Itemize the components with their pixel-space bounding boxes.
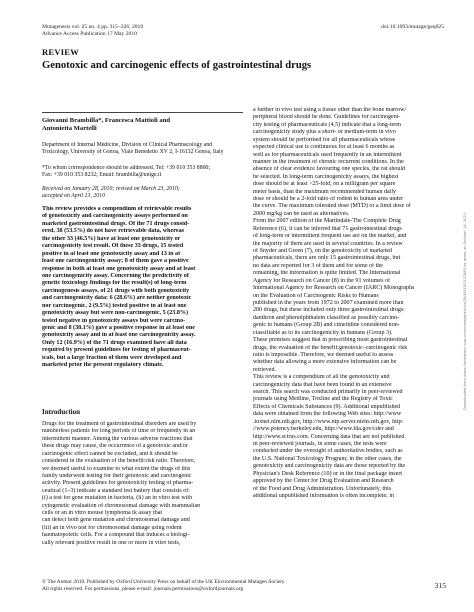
body-line: From the 2007 edition of the Martindale-The Complete Drug xyxy=(253,218,401,225)
download-watermark: Downloaded from https://academic.oup.com/mutage/article/25/4/315/1127463 by guest on October 14, 2021 xyxy=(463,212,467,410)
body-line: .toxnet.nlm.nih.gov, http://www.ntp.server.niehs.nih.gov, http: xyxy=(253,418,404,425)
body-line: Effects of Chemicals Substances (9). Additional unpublished xyxy=(253,403,401,410)
abstract-line: This review provides a compendium of retrievable results xyxy=(42,206,192,212)
article-title: Genotoxic and carcinogenic effects of gastrointestinal drugs xyxy=(42,60,312,71)
abstract-line: the other 33 (46.5%) have at least one genotoxicity or xyxy=(42,235,181,242)
body-line: retrieved. xyxy=(253,366,276,373)
doi-header xyxy=(381,24,444,31)
body-line: http://www.scirus.com. Concerning data that are not published xyxy=(253,433,405,440)
intro-line: these drugs may cause, the occurrence of a genotoxic and/or xyxy=(42,443,188,450)
body-line: ratio is impossible. Therefore, we deemed useful to assess xyxy=(253,351,394,358)
body-line: of Snyder and Green (7), on the genotoxicity of marketed xyxy=(253,248,393,255)
dates-line: accepted on April 13, 2010 xyxy=(42,193,105,199)
intro-line: cells or an in vitro mouse lymphoma tk assay that xyxy=(42,510,163,517)
dates-line: Received on January 28, 2010; revised on March 23, 2010; xyxy=(42,186,180,192)
copyright-line: © The Author 2010. Published by Oxford University Press on behalf of the UK Environmental Mutagen Society. xyxy=(42,579,286,585)
body-line: absence of clear evidence favouring one species, the rat should xyxy=(253,166,406,173)
body-line: classifiable as to its carcinogenicity in humans (Group 3). xyxy=(253,329,393,336)
right-column-body xyxy=(253,107,458,500)
body-line: 200 drugs, but these included only three gastrointestinal drugs: xyxy=(253,307,405,314)
body-line: This review is a compendium of all the genotoxicity and xyxy=(253,374,390,381)
intro-line: considered in the evaluation of the benefit:risk ratio. Therefore, xyxy=(42,458,196,465)
affiliation xyxy=(42,142,243,156)
doi-text[interactable]: doi:10.1093/mutage/geq025 xyxy=(381,24,444,30)
body-line: peripheral blood should be done. Guidelines for carcinogeni- xyxy=(253,114,401,121)
author-list xyxy=(42,117,243,132)
intro-line: haematopoietic cells. For a compound that induces a biologi- xyxy=(42,532,190,539)
body-line: pharmaceuticals, there are only 15 gastrointestinal drugs, but xyxy=(253,255,401,262)
body-line: the U.S. National Toxicology Program; in the other cases, the xyxy=(253,455,402,462)
body-line: dose should be at least >25-fold, on a milligram per square xyxy=(253,181,396,188)
intro-line: (i) a test for gene mutation in bacteria, (ii) an in vitro test with xyxy=(42,495,193,502)
body-line: approved by the Center for Drug Evaluation and Research xyxy=(253,478,394,485)
body-line: International Agency for Research on Cancer (IARC) Monographs xyxy=(253,285,415,292)
abstract-line: least one carcinogenicity assay; 8 of them gave a positive xyxy=(42,258,189,265)
page-number: 315 xyxy=(434,581,446,590)
body-line: on the Evaluation of Carcinogenic Risks to Humans xyxy=(253,292,379,299)
abstract-line: response in both at least one genotoxicity assay and at least xyxy=(42,265,196,272)
abstract-line: genotoxicity assay but were non-carcinogenic, 5 (23.8%) xyxy=(42,310,189,317)
intro-line: numberless patients for long periods of time or frequently in an xyxy=(42,428,196,435)
body-line: system should be performed for all pharmaceuticals whose xyxy=(253,136,396,143)
abstract-line: nor carcinogenic, 2 (9.5%) tested positive in at least one xyxy=(42,302,187,309)
abstract-line: icals, but a large fraction of them were developed and xyxy=(42,354,182,361)
divider xyxy=(42,112,243,113)
author-line: Giovanni Brambilla*, Francesca Mattioli and xyxy=(42,117,171,124)
body-line: additional unpublished information is often incomplete; in xyxy=(253,492,395,499)
body-line: drugs, the evaluation of the benefit:genotoxic–carcinogenic risk xyxy=(253,344,408,351)
body-line: search. This search was conducted primarily in peer-reviewed xyxy=(253,389,403,396)
introduction-body xyxy=(42,421,243,547)
body-line: genic to humans (Group 2B) and cimetidine considered non- xyxy=(253,322,400,329)
correspondence-line: *To whom correspondence should be addressed. Tel: +39 010 353 8800; xyxy=(42,165,211,171)
abstract-line: required by present guidelines for testing of pharmaceut- xyxy=(42,347,191,354)
body-line: Agency for Research on Cancer (8) in the 91 volumes of xyxy=(253,277,391,284)
body-line: Physician's Desk Reference (10) or in the final package insert xyxy=(253,470,403,477)
abstract-line: genotoxicity assay and in at least one carcinogenicity assay. xyxy=(42,332,196,339)
intro-line: intermittent manner. Among the various adverse reactions that xyxy=(42,435,193,442)
abstract xyxy=(42,206,243,370)
body-line: meter basis, than the maximum recommended human daily xyxy=(253,188,397,195)
abstract-line: marketed gastrointestinal drugs. Of the 71 drugs consid- xyxy=(42,220,190,227)
body-line: carcinogenicity study plus a short- or medium-term in vivo xyxy=(253,129,396,136)
abstract-line: carcinogenicity test result. Of these 33 drugs, 15 tested xyxy=(42,243,184,250)
body-line: the curve. The maximum tolerated dose (MTD) or a limit dose of xyxy=(253,203,411,210)
body-line: Reference (6), it can be inferred that 71 gastrointestinal drugs xyxy=(253,225,402,232)
body-line: manner in the treatment of chronic recurrent conditions. In the xyxy=(253,158,404,165)
affiliation-line: Department of Internal Medicine, Division of Clinical Pharmacology and xyxy=(42,142,213,148)
abstract-line: genic and 8 (38.1%) gave a positive response in at least one xyxy=(42,325,195,331)
intro-line: family underwent testing for their genotoxic and carcinogenic xyxy=(42,472,192,479)
body-line: of the Food and Drug Administration. Unfortunately, this xyxy=(253,485,392,492)
introduction-heading: Introduction xyxy=(42,408,80,416)
correspondence-line[interactable]: Fax: +39 010 353 8232; Email: brambilla@unige.it xyxy=(42,172,162,178)
body-line: carcinogenicity data that have been found in an extensive xyxy=(253,381,392,388)
body-line: genotoxicity and carcinogenicity data are those reported by the xyxy=(253,463,406,470)
section-label: REVIEW xyxy=(42,47,80,57)
body-line: city testing of pharmaceuticals (4,5) indicate that a long-term xyxy=(253,121,401,128)
advance-access-line: Advance Access Publication 17 May 2010 xyxy=(42,30,137,37)
body-line: 2000 mg/kg can be used as alternatives. xyxy=(253,210,350,217)
intro-line: Drugs for the treatment of gastrointestinal disorders are used by xyxy=(42,421,197,427)
body-line: These premises suggest that in prescribing most gastrointestinal xyxy=(253,337,408,344)
author-line: Antonietta Martelli xyxy=(42,124,97,132)
intro-line: activity. Present guidelines for genotoxicity testing of pharma- xyxy=(42,480,194,487)
intro-line: (iii) an in vivo test for chromosomal damage using rodent xyxy=(42,524,182,531)
body-line: danthron and phenolphthalein classified as possibly carcino- xyxy=(253,314,400,321)
body-line: expected clinical use is continuous for at least 6 months as xyxy=(253,144,395,151)
abstract-line: tested negative in genotoxicity assays but were carcino- xyxy=(42,317,186,324)
abstract-line: Only 12 (16.9%) of the 71 drugs examined have all data xyxy=(42,339,187,346)
body-line: published in the years from 1972 to 2007 examined more than xyxy=(253,299,404,306)
body-line: well as for pharmaceuticals used frequently in an intermittent xyxy=(253,151,402,158)
submission-dates xyxy=(42,186,243,200)
abstract-line: of genotoxicity and carcinogenicity assays performed on xyxy=(42,213,188,220)
intro-line: ceutical (1–3) indicate a standard test battery that consists of: xyxy=(42,487,190,494)
body-line: data were obtained from the following Web sites: http://www xyxy=(253,411,402,418)
body-line: journals using Medline, Toxline and the Registry of Toxic xyxy=(253,396,393,403)
body-line: dose or should be a 2-fold ratio of rodent to human area under xyxy=(253,196,404,203)
intro-line: can detect both gene mutation and chromosomal damage and xyxy=(42,517,190,524)
correspondence xyxy=(42,165,243,179)
body-line: remaining, the information is quite limited. The International xyxy=(253,270,401,277)
body-line: //www.potency.berkeley.edu, http://www.fda.gov/cder and xyxy=(253,426,394,433)
abstract-line: genetic toxicology findings for the result(s) of long-term xyxy=(42,280,187,287)
abstract-line: one carcinogenicity assay. Concerning the predictivity of xyxy=(42,272,189,279)
body-line: a further in vivo test using a tissue other than the bone marrow/ xyxy=(253,107,407,113)
body-line: conducted under the oversight of authoritative bodies, such as xyxy=(253,448,403,455)
abstract-line: marketed prior the present regulatory climate. xyxy=(42,362,164,369)
abstract-line: and carcinogenicity data: 6 (28.6%) are neither genotoxic xyxy=(42,295,192,302)
body-line: the majority of them are used in several countries. In a review xyxy=(253,240,403,247)
permissions-line[interactable]: All rights reserved. For permissions, please e-mail: journals.permissions@oxfordjournals.org xyxy=(42,586,244,592)
journal-header xyxy=(42,24,143,37)
affiliation-line: Toxicology, University of Genoa, Viale Benedetto XV 2, I-16132 Genoa, Italy xyxy=(42,149,224,155)
body-line: of long-term or intermittent frequent use are on the market, and xyxy=(253,233,407,240)
journal-line: Mutagenesis vol. 25 no. 4 pp. 315–326, 2010 xyxy=(42,24,144,30)
abstract-line: positive in at least one genotoxicity assay and 13 in at xyxy=(42,250,181,257)
intro-line: we deemed useful to examine to what extent the drugs of this xyxy=(42,465,191,472)
body-line: be selected. In long-term carcinogenicity assays, the highest xyxy=(253,173,399,180)
body-line: whether data allowing a more extensive information can be xyxy=(253,359,397,366)
body-line: in peer-reviewed journals, in some cases, the tests were xyxy=(253,440,387,447)
intro-line: cally relevant positive result in one or more in vitro tests, xyxy=(42,539,181,546)
body-line: no data are reported for 3 of them and for some of the xyxy=(253,262,383,269)
abstract-line: carcinogenesis assays, of 21 drugs with both genotoxicity xyxy=(42,287,190,294)
abstract-line: ered, 38 (53.5%) do not have retrievable data, whereas xyxy=(42,228,185,235)
intro-line: carcinogenic effect cannot be excluded, and it should be xyxy=(42,450,178,457)
intro-line: cytogenetic evaluation of chromosomal damage with mammalian xyxy=(42,502,201,509)
